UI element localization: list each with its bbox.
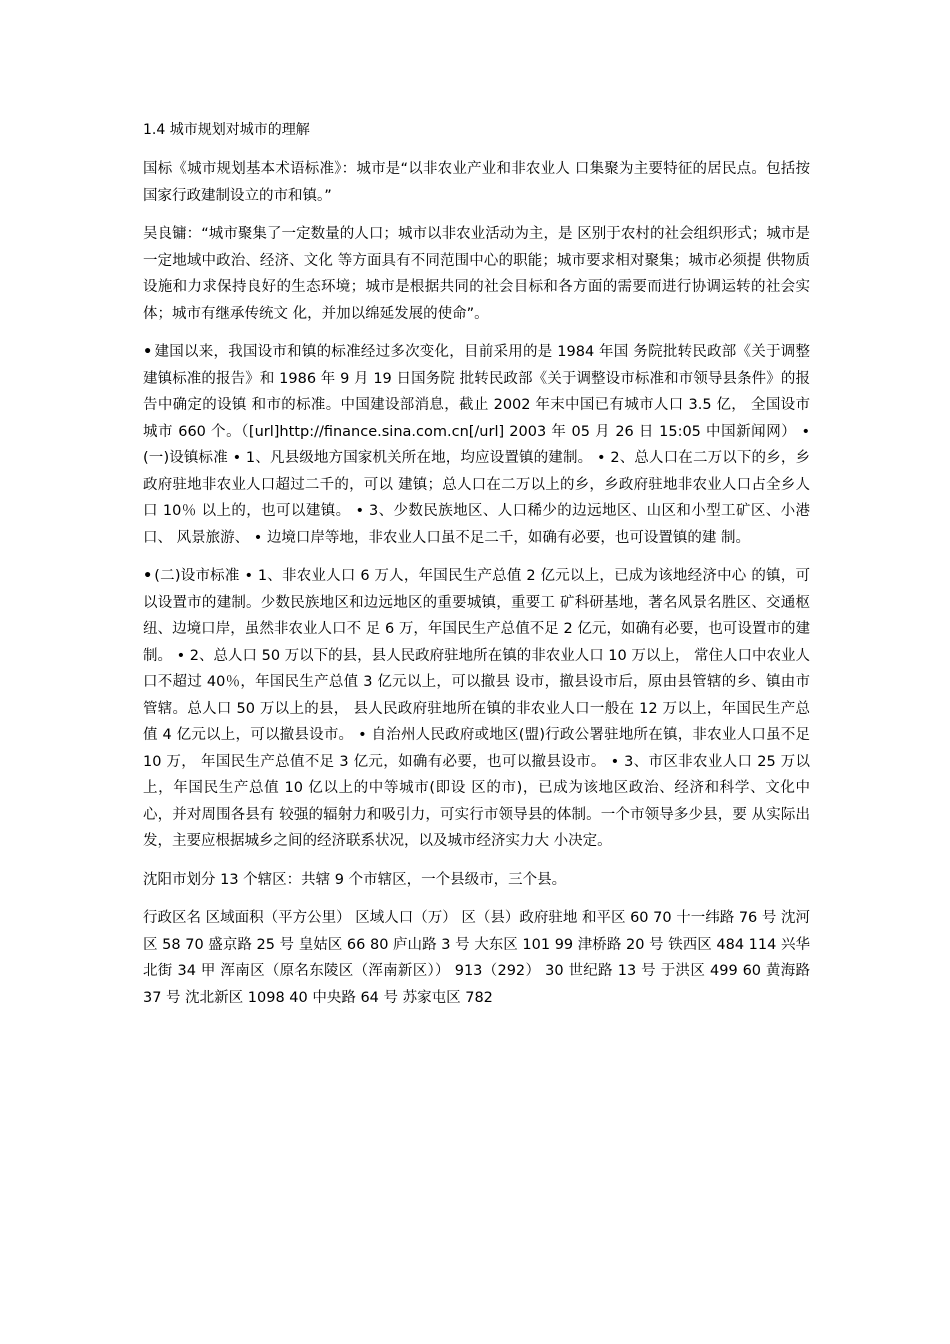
bullet-icon: • [143, 344, 153, 360]
paragraph-text: 建国以来，我国设市和镇的标准经过多次变化，目前采用的是 1984 年国 务院批转民政部《关于调整建镇标准的报告》和 1986 年 9 月 19 日国务院 批转民政部《关于调整设市标准和市领导县条件》的报告中确定的设镇 和市的标准。中国建设部消息，截止 2002 年末中国已有城市人口 3.5 亿， 全国设市城市 660 个。（[url]http://finance.sina.com.cn[/url] 2003 年 05 月 26 日 15:05 中国新闻网） • (一)设镇标准 • 1、凡县级地方国家机关所在地，均应设置镇的建制。 • 2、总人口在二万以下的乡，乡政府驻地非农业人口超过二千的，可以 建镇；总人口在二万以上的乡，乡政府驻地非农业人口占全乡人口 10％ 以上的，也可以建镇。 • 3、少数民族地区、人口稀少的边远地区、山区和小型工矿区、小港口、 风景旅游、 • 边境口岸等地，非农业人口虽不足二千，如确有必要，也可设置镇的建 制。 [143, 344, 810, 546]
bullet-icon: • [143, 568, 153, 584]
paragraph-city-standards [143, 563, 810, 855]
paragraph-text: (二)设市标准 • 1、非农业人口 6 万人，年国民生产总值 2 亿元以上，已成为该地经济中心 的镇，可以设置市的建制。少数民族地区和边远地区的重要城镇，重要工 矿科研基地，著名风景名胜区、交通枢纽、边境口岸，虽然非农业人口不 足 6 万，年国民生产总值不足 2 亿元，如确有必要，也可设置市的建制。 • 2、总人口 50 万以下的县，县人民政府驻地所在镇的非农业人口 10 万以上， 常住人口中农业人口不超过 40％，年国民生产总值 3 亿元以上，可以撤县 设市，撤县设市后，原由县管辖的乡、镇由市管辖。总人口 50 万以上的县， 县人民政府驻地所在镇的非农业人口一般在 12 万以上，年国民生产总值 4 亿元以上，可以撤县设市。 • 自治州人民政府或地区(盟)行政公署驻地所在镇，非农业人口虽不足 10 万， 年国民生产总值不足 3 亿元，如确有必要，也可以撤县设市。 • 3、市区非农业人口 25 万以上，年国民生产总值 10 亿以上的中等城市(即设 区的市)，已成为该地区政治、经济和科学、文化中心，并对周围各县有 较强的辐射力和吸引力，可实行市领导县的体制。一个市领导多少县，要 从实际出发，主要应根据城乡之间的经济联系状况，以及城市经济实力大 小决定。 [143, 568, 810, 849]
paragraph-text: 沈阳市划分 13 个辖区：共辖 9 个市辖区，一个县级市，三个县。 [143, 871, 567, 888]
paragraph-text: 行政区名 区域面积（平方公里） 区域人口（万） 区（县）政府驻地 和平区 60 70 十一纬路 76 号 沈河区 58 70 盛京路 25 号 皇姑区 66 80 庐山路 3 号 大东区 101 99 津桥路 20 号 铁西区 484 114 兴华北街 34 甲 浑南区（原名东陵区（浑南新区）） 913（292） 30 世纪路 13 号 于洪区 499 60 黄海路 37 号 沈北新区 1098 40 中央路 64 号 苏家屯区 782 [143, 910, 810, 1006]
document-page [143, 120, 810, 1023]
paragraph-text: 吴良镛：“城市聚集了一定数量的人口；城市以非农业活动为主，是 区别于农村的社会组织形式；城市是一定地域中政治、经济、文化 等方面具有不同范围中心的职能；城市要求相对聚集；城市必须提 供物质设施和力求保持良好的生态环境；城市是根据共同的社会目标和各方面的需要而进行协调运转的社会实体；城市有继承传统文 化，并加以绵延发展的使命”。 [143, 226, 810, 322]
paragraph-shenyang-districts [143, 867, 810, 894]
paragraph-text: 国标《城市规划基本术语标准》：城市是“以非农业产业和非农业人 口集聚为主要特征的居民点。包括按国家行政建制设立的市和镇。” [143, 161, 810, 204]
paragraph-district-table [143, 905, 810, 1011]
paragraph-gb-definition [143, 156, 810, 209]
paragraph-wu-liangyong [143, 221, 810, 327]
paragraph-town-standards [143, 339, 810, 551]
section-heading: 1.4 城市规划对城市的理解 [143, 122, 310, 138]
